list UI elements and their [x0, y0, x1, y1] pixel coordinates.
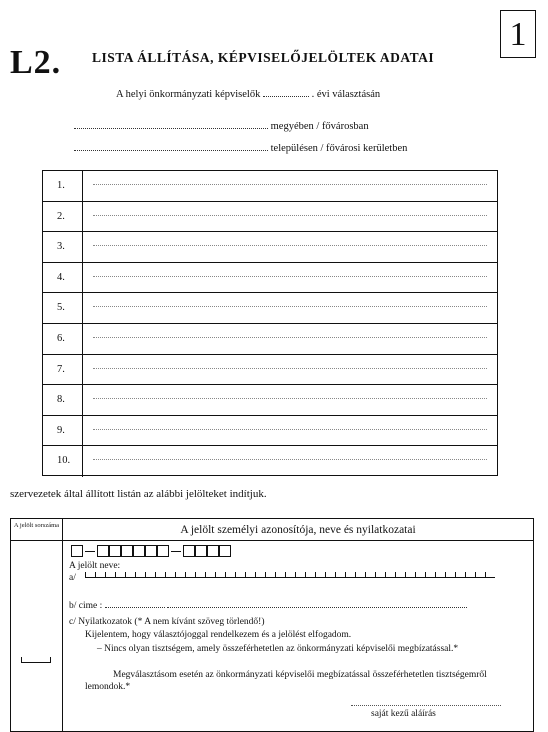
organisation-name-field[interactable] — [93, 459, 487, 460]
settlement-label: településen / fővárosi kerületben — [270, 143, 408, 154]
name-tick — [325, 572, 326, 577]
name-tick — [185, 572, 186, 577]
id-box[interactable] — [145, 545, 157, 557]
organisation-table — [42, 170, 498, 476]
organisation-number: 4. — [43, 263, 83, 293]
name-tick — [485, 572, 486, 577]
id-box[interactable] — [207, 545, 219, 557]
election-line — [116, 89, 380, 100]
name-tick — [225, 572, 226, 577]
organisation-name-field[interactable] — [93, 337, 487, 338]
name-tick — [335, 572, 336, 577]
year-field[interactable] — [263, 96, 309, 97]
name-tick — [275, 572, 276, 577]
county-line — [74, 121, 369, 132]
name-label: A jelölt neve: — [69, 561, 121, 571]
name-tick — [115, 572, 116, 577]
name-tick — [375, 572, 376, 577]
organisation-row — [43, 446, 497, 477]
organisation-number: 2. — [43, 202, 83, 232]
settlement-line — [74, 143, 407, 154]
id-box[interactable] — [97, 545, 109, 557]
organisation-row — [43, 232, 497, 263]
address-field-2[interactable] — [167, 607, 467, 608]
name-tick — [205, 572, 206, 577]
organisation-number: 8. — [43, 385, 83, 415]
name-tick — [345, 572, 346, 577]
id-box[interactable] — [219, 545, 231, 557]
name-tick — [455, 572, 456, 577]
id-box[interactable] — [183, 545, 195, 557]
signature-field[interactable] — [351, 705, 501, 706]
candidate-table — [10, 518, 534, 732]
organisation-number: 1. — [43, 171, 83, 201]
id-box[interactable] — [157, 545, 169, 557]
organisation-name-field[interactable] — [93, 215, 487, 216]
name-tick — [105, 572, 106, 577]
name-tick — [85, 572, 86, 577]
name-tick — [195, 572, 196, 577]
id-dash — [85, 551, 95, 552]
organisation-number: 3. — [43, 232, 83, 262]
organisation-name-field[interactable] — [93, 368, 487, 369]
organisation-number: 7. — [43, 355, 83, 385]
name-tick — [445, 572, 446, 577]
signature-label: saját kezű aláírás — [371, 709, 436, 719]
address-field[interactable] — [105, 607, 165, 608]
organisation-number: 6. — [43, 324, 83, 354]
election-prefix: A helyi önkormányzati képviselők — [116, 89, 261, 100]
organisation-row — [43, 293, 497, 324]
name-tick — [235, 572, 236, 577]
organisation-name-field[interactable] — [93, 398, 487, 399]
intro-sentence: szervezetek által állított listán az alábbi jelölteket indítjuk. — [10, 488, 267, 500]
organisation-row — [43, 202, 497, 233]
name-tick — [295, 572, 296, 577]
name-tick — [165, 572, 166, 577]
declaration-intro: Kijelentem, hogy választójoggal rendelkezem és a jelölést elfogadom. — [85, 630, 352, 640]
county-field[interactable] — [74, 128, 268, 129]
organisation-row — [43, 263, 497, 294]
name-tick — [425, 572, 426, 577]
id-box[interactable] — [133, 545, 145, 557]
name-tick — [475, 572, 476, 577]
name-tick — [415, 572, 416, 577]
name-tick — [175, 572, 176, 577]
name-tick — [95, 572, 96, 577]
address-label: b/ cime : — [69, 601, 103, 611]
organisation-number: 5. — [43, 293, 83, 323]
organisation-name-field[interactable] — [93, 429, 487, 430]
declaration-option-1[interactable]: – Nincs olyan tisztségem, amely összeférhetetlen az önkormányzati képviselői megbízatással.* — [97, 644, 459, 654]
name-tick — [435, 572, 436, 577]
candidate-details-header: A jelölt személyi azonosítója, neve és nyilatkozatai — [63, 519, 533, 541]
county-label: megyében / fővárosban — [270, 121, 369, 132]
organisation-row — [43, 324, 497, 355]
declarations-label: c/ Nyilatkozatok (* A nem kívánt szöveg törlendő!) — [69, 617, 265, 627]
page-number-box — [500, 10, 536, 58]
candidate-number-header: A jelölt sorszáma — [11, 519, 63, 541]
organisation-row — [43, 355, 497, 386]
name-tick — [215, 572, 216, 577]
id-box[interactable] — [109, 545, 121, 557]
name-tick — [305, 572, 306, 577]
name-tick — [245, 572, 246, 577]
settlement-field[interactable] — [74, 150, 268, 151]
form-title: LISTA ÁLLÍTÁSA, KÉPVISELŐJELÖLTEK ADATAI — [92, 50, 435, 65]
page-number: 1 — [509, 16, 527, 53]
organisation-name-field[interactable] — [93, 306, 487, 307]
address-line — [69, 601, 467, 611]
name-tick — [355, 572, 356, 577]
organisation-row — [43, 416, 497, 447]
name-tick — [265, 572, 266, 577]
name-tick — [135, 572, 136, 577]
declaration-option-2[interactable]: Megválasztásom esetén az önkormányzati képviselői megbízatással összeférhetetlen tisztségemről lemondok.* — [85, 670, 487, 692]
candidate-number-field[interactable] — [21, 657, 51, 663]
organisation-name-field[interactable] — [93, 276, 487, 277]
name-prefix: a/ — [69, 573, 76, 583]
election-suffix: . évi választásán — [311, 89, 381, 100]
name-tick — [365, 572, 366, 577]
name-tick — [155, 572, 156, 577]
organisation-row — [43, 385, 497, 416]
name-tick — [285, 572, 286, 577]
organisation-number: 10. — [43, 446, 83, 477]
name-tick — [315, 572, 316, 577]
name-tick — [125, 572, 126, 577]
name-tick — [395, 572, 396, 577]
name-tick — [385, 572, 386, 577]
form-code: L2. — [10, 44, 62, 81]
organisation-row — [43, 171, 497, 202]
id-dash — [171, 551, 181, 552]
id-box[interactable] — [195, 545, 207, 557]
personal-id-boxes[interactable] — [71, 545, 231, 557]
name-input-ticks[interactable] — [85, 571, 495, 578]
name-tick — [255, 572, 256, 577]
organisation-name-field[interactable] — [93, 184, 487, 185]
name-tick — [405, 572, 406, 577]
organisation-number: 9. — [43, 416, 83, 446]
name-tick — [145, 572, 146, 577]
name-tick — [465, 572, 466, 577]
candidate-number-cell[interactable] — [11, 541, 63, 731]
id-box[interactable] — [121, 545, 133, 557]
organisation-name-field[interactable] — [93, 245, 487, 246]
id-box[interactable] — [71, 545, 83, 557]
